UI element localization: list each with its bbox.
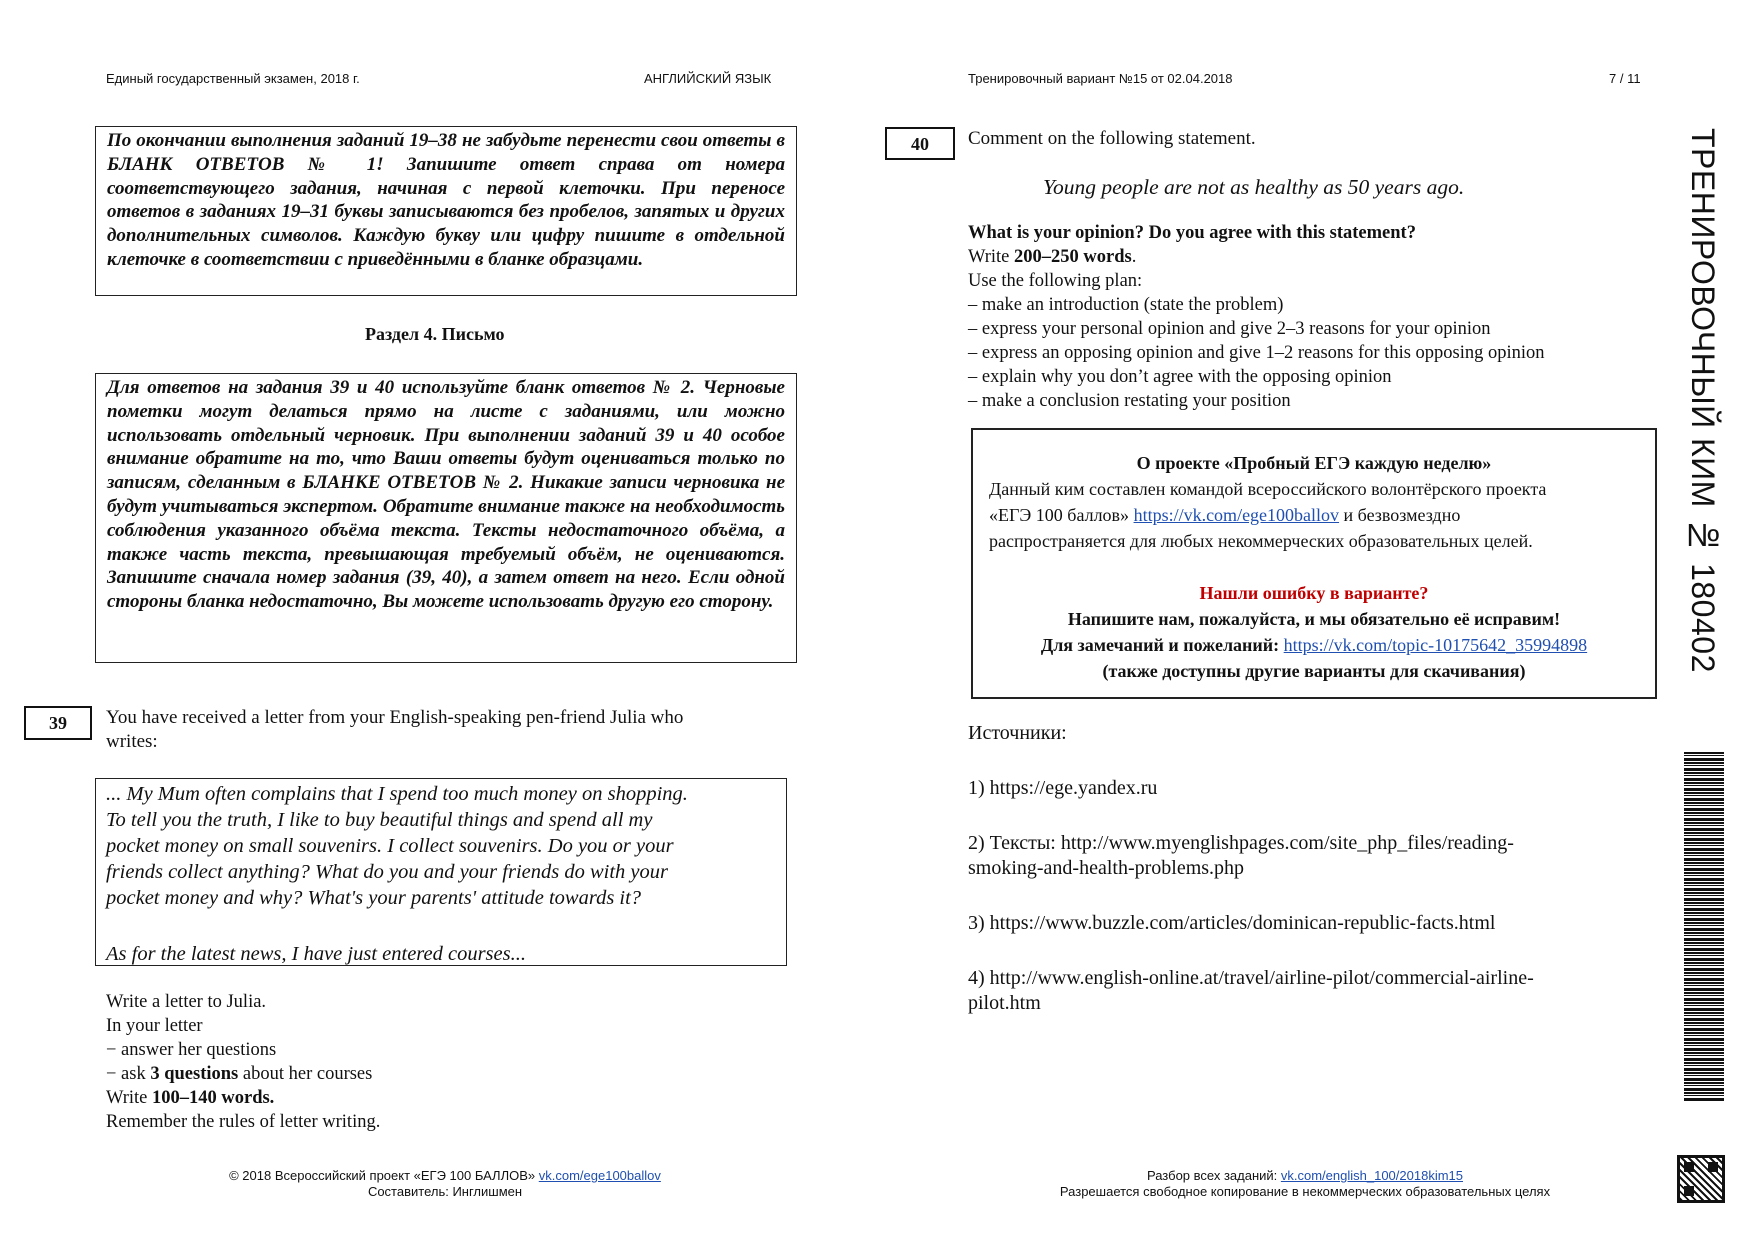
source-item: 2) Тексты: http://www.myenglishpages.com/site_php_files/reading- [968, 832, 1514, 854]
notice-transfer-answers: По окончании выполнения заданий 19–38 не забудьте перенести свои ответы в БЛАНК ОТВЕТОВ № 1! Запишите ответ справа от номера соответствующего задания, начиная с первой клеточки. При переносе ответов в заданиях 19–31 буквы записываются без пробелов, запятых и других дополнительных символов. Каждую букву или цифру пишите в отдельной клеточке в соответствии с приведёнными в бланке образцами. [95, 126, 797, 296]
about-line2: «ЕГЭ 100 баллов» https://vk.com/ege100ballov и безвозмездно [989, 505, 1461, 525]
task-39-instructions [106, 990, 380, 1134]
section-title: Раздел 4. Письмо [365, 324, 505, 344]
plan-item: – explain why you don’t agree with the opposing opinion [968, 367, 1392, 387]
letter-excerpt-box [95, 778, 787, 966]
letter-line: ... My Mum often complains that I spend too much money on shopping. [106, 783, 688, 805]
header-page-number: 7 / 11 [1609, 71, 1641, 86]
feedback-line: Для замечаний и пожеланий: https://vk.com/topic-10175642_35994898 [1040, 635, 1588, 655]
footer-copyright: © 2018 Всероссийский проект «ЕГЭ 100 БАЛЛОВ» vk.com/ege100ballov [229, 1168, 661, 1183]
letter-line: pocket money on small souvenirs. I collect souvenirs. Do you or your [106, 835, 674, 857]
qr-code-icon [1677, 1155, 1725, 1203]
point-answer-questions: − answer her questions [106, 1040, 277, 1060]
error-line: Напишите нам, пожалуйста, и мы обязательно её исправим! [1067, 609, 1561, 629]
header-exam-title: Единый государственный экзамен, 2018 г. [106, 71, 360, 86]
source-item: 4) http://www.english-online.at/travel/airline-pilot/commercial-airline- [968, 967, 1534, 989]
write-letter-line: Write a letter to Julia. [106, 992, 267, 1012]
footer-analysis-link[interactable]: vk.com/english_100/2018kim15 [1280, 1168, 1463, 1183]
plan-item: – make a conclusion restating your position [968, 391, 1291, 411]
footer-left [200, 1168, 690, 1200]
task-40-comment: Comment on the following statement. [968, 128, 1256, 149]
sources-section [968, 721, 1638, 1016]
task-39-intro-line2: writes: [106, 731, 158, 752]
task-39-number: 39 [24, 706, 92, 740]
letter-text [106, 781, 776, 967]
in-your-letter-line: In your letter [106, 1016, 203, 1036]
footer-right [1000, 1168, 1610, 1200]
also-available-line: (также доступны другие варианты для скачивания) [1102, 661, 1526, 681]
task-40-number: 40 [885, 127, 955, 160]
error-title: Нашли ошибку в варианте? [1199, 583, 1429, 603]
header-subject: АНГЛИЙСКИЙ ЯЗЫК [644, 71, 772, 86]
letter-line: To tell you the truth, I like to buy beautiful things and spend all my [106, 809, 653, 831]
task-39-intro [106, 706, 683, 754]
footer-copy-permission: Разрешается свободное копирование в некоммерческих образовательных целях [1059, 1184, 1551, 1199]
footer-author: Составитель: Инглишмен [367, 1184, 523, 1199]
about-project-box [971, 428, 1657, 699]
plan-item: – express your personal opinion and give 2–3 reasons for your opinion [968, 319, 1491, 339]
notice-writing-instructions: Для ответов на задания 39 и 40 используйте бланк ответов № 2. Черновые пометки могут делаться прямо на листе с заданиями, или можно использовать отдельный черновик. При выполнении заданий 39 и 40 особое внимание обратите на то, что Ваши ответы будут оцениваться только по записям, сделанным в БЛАНКЕ ОТВЕТОВ № 2. Никакие записи черновика не будут учитываться экспертом. Обратите внимание также на необходимость соблюдения указанного объёма текста. Тексты недостаточного объёма, а также часть текста, превышающая требуемый объём, не оцениваются. Запишите сначала номер задания (39, 40), а затем ответ на него. Если одной стороны бланка недостаточно, Вы можете использовать другую его сторону. [95, 373, 797, 663]
about-line1: Данный ким составлен командой всероссийского волонтёрского проекта [989, 479, 1547, 499]
task-39-intro-line1: You have received a letter from your English-speaking pen-friend Julia who [106, 707, 684, 728]
letter-line: pocket money and why? What's your parents' attitude towards it? [106, 887, 642, 909]
header-variant: Тренировочный вариант №15 от 02.04.2018 [968, 71, 1233, 86]
footer-vk-link[interactable]: vk.com/ege100ballov [538, 1168, 661, 1183]
word-count-line: Write 200–250 words. [968, 247, 1137, 267]
feedback-link[interactable]: https://vk.com/topic-10175642_35994898 [1283, 635, 1588, 655]
opinion-question: What is your opinion? Do you agree with this statement? [968, 223, 1416, 243]
about-line3: распространяется для любых некоммерческих образовательных целей. [989, 531, 1533, 551]
plan-item: – express an opposing opinion and give 1–2 reasons for this opposing opinion [968, 343, 1545, 363]
source-item-continued: smoking-and-health-problems.php [968, 857, 1245, 879]
letter-line: friends collect anything? What do you and your friends do with your [106, 861, 668, 883]
remember-rules-line: Remember the rules of letter writing. [106, 1112, 381, 1132]
task-40-statement: Young people are not as healthy as 50 years ago. [1043, 175, 1465, 199]
plan-item: – make an introduction (state the problem) [968, 295, 1284, 315]
plan-intro: Use the following plan: [968, 271, 1143, 291]
source-item: 3) https://www.buzzle.com/articles/dominican-republic-facts.html [968, 912, 1496, 934]
ege100-link[interactable]: https://vk.com/ege100ballov [1133, 505, 1340, 525]
task-40-instructions [968, 221, 1545, 413]
vertical-kim-label: ТРЕНИРОВОЧНЫЙ КИМ № 180402 [1685, 128, 1721, 673]
source-item-continued: pilot.htm [968, 992, 1041, 1014]
sources-title: Источники: [968, 722, 1067, 744]
barcode-icon [1684, 752, 1724, 1102]
letter-last-line: As for the latest news, I have just entered courses... [106, 943, 526, 965]
footer-analysis: Разбор всех заданий: vk.com/english_100/2018kim15 [1146, 1168, 1463, 1183]
point-ask-questions: − ask 3 questions about her courses [106, 1064, 373, 1084]
about-title: О проекте «Пробный ЕГЭ каждую неделю» [1136, 453, 1492, 473]
word-count-line: Write 100–140 words. [106, 1088, 275, 1108]
source-item: 1) https://ege.yandex.ru [968, 777, 1158, 799]
